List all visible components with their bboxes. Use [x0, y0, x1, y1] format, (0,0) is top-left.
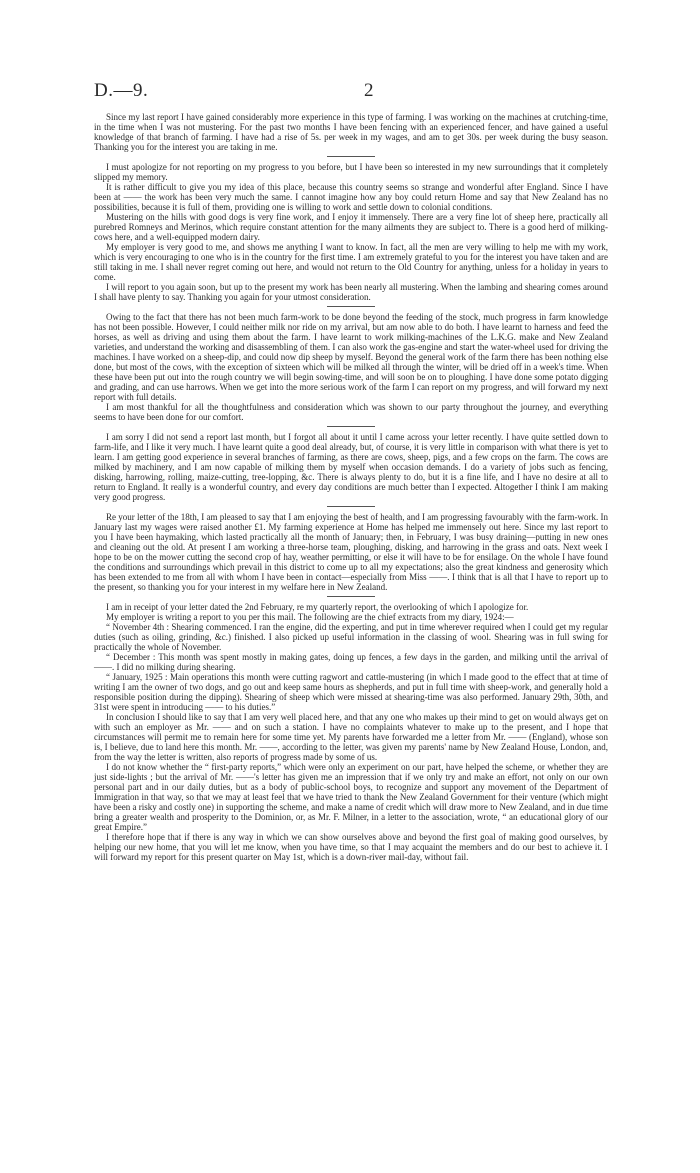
section-divider	[327, 426, 375, 427]
section-divider	[327, 306, 375, 307]
paragraph: Owing to the fact that there has not been much farm-work to be done beyond the feeding of the stock, much progress in farm knowledge has not been possible. However, I could neither milk nor ride on my arrival, but am now able to do both. I have learnt to harness and feed the horses, as well as driving and using them about the farm. I have learnt to work milking-machines of the L.K.G. make and New Zealand varieties, and understand the working and disassembling of them. I can also work the gas-engine and start the water-wheel used for driving the machines. I have worked on a sheep-dip, and could now dip sheep by myself. Beyond the general work of the farm there has been nothing else done, but most of the cows, with the exception of sixteen which will be milked all through the winter, will be dried off in a week's time. When these have been put out into the rough country we will begin sowing-time, and will soon be on to ploughing. I have done some potato digging and grading, and can use harrows. When we get into the more serious work of the farm I can report on my progress, and will forward my next report with full details.	[94, 312, 608, 402]
paragraph: I am in receipt of your letter dated the 2nd February, re my quarterly report, the overlooking of which I apologize for.	[106, 602, 529, 612]
report-body	[94, 112, 608, 862]
report-section	[94, 602, 608, 862]
paragraph: My employer is writing a report to you per this mail. The following are the chief extracts from my diary, 1924:—	[106, 612, 514, 622]
section-divider	[327, 596, 375, 597]
page-id: D.—9.	[94, 80, 149, 101]
paragraph: It is rather difficult to give you my idea of this place, because this country seems so strange and wonderful after England. Since I have been at —— the work has been very much the same. I cannot imagine how any boy could return Home and say that New Zealand has no possibilities, because it is full of them, providing one is willing to work and settle down to colonial conditions.	[94, 182, 608, 212]
paragraph: I will report to you again soon, but up to the present my work has been nearly all mustering. When the lambing and shearing comes around I shall have plenty to say. Thanking you again for your utmost consideration.	[94, 282, 608, 302]
paragraph: My employer is very good to me, and shows me anything I want to know. In fact, all the men are very willing to help me with my work, which is very encouraging to one who is in the country for the first time. I am extremely grateful to you for the interest you have taken and are still taking in me. I shall never regret coming out here, and would not return to the Old Country for anything, unless for a holiday in years to come.	[94, 242, 608, 282]
paragraph: Since my last report I have gained considerably more experience in this type of farming. I was working on the machines at crutching-time, in the time when I was not mustering. For the past two months I have been fencing with an experienced fencer, and have gained a useful knowledge of that branch of farming. I have had a rise of 5s. per week in my wages, and am to get 30s. per week during the busy season. Thanking you for the interest you are taking in me.	[94, 112, 608, 152]
paragraph: I must apologize for not reporting on my progress to you before, but I have been so interested in my new surroundings that it completely slipped my memory.	[94, 162, 608, 182]
paragraph: I am sorry I did not send a report last month, but I forgot all about it until I came across your letter recently. I have quite settled down to farm-life, and I like it very much. I have learnt quite a good deal already, but, of course, it is very little in comparison with what there is yet to learn. I am getting good experience in several branches of farming, as there are cows, sheep, pigs, and a few crops on the farm. The cows are milked by machinery, and I am now capable of milking them by myself when occasion demands. I do a variety of jobs such as fencing, disking, harrowing, rolling, maize-cutting, tree-lopping, &c. There is always plenty to do, but it is a fine life, and I have no desire at all to return to England. It really is a wonderful country, and every day conditions are much better than I expected. Altogether I think I am making very good progress.	[94, 432, 608, 502]
report-section	[94, 162, 608, 302]
report-section	[94, 312, 608, 422]
page-number: 2	[364, 80, 374, 101]
report-section	[94, 432, 608, 502]
paragraph: I therefore hope that if there is any way in which we can show ourselves above and beyond the first goal of making good ourselves, by helping our new home, that you will let me know, when you have time, so that I may acquaint the members and do our best to achieve it. I will forward my report for this present quarter on May 1st, which is a down-river mail-day, without fail.	[94, 832, 608, 862]
paragraph: I do not know whether the “ first-party reports,” which were only an experiment on our part, have helped the scheme, or whether they are just side-lights ; but the arrival of Mr. ——'s letter has given me an impression that if we only try and make an effort, not only on our own personal part and in our daily duties, but as a body of public-school boys, to recognize and support any movement of the Department of Immigration in that way, so that we may at least feel that we have tried to thank the New Zealand Government for their venture (which might have been a risky and costly one) in supporting the scheme, and make a name of credit which will draw more to New Zealand, and in due time bring a greater wealth and prosperity to the Dominion, or, as Mr. F. Milner, in a letter to the association, wrote, “ an educational glory of our great Empire.”	[94, 762, 608, 832]
paragraph: Re your letter of the 18th, I am pleased to say that I am enjoying the best of health, and I am progressing favourably with the farm-work. In January last my wages were raised another £1. My farming experience at Home has helped me immensely out here. Since my last report to you I have been haymaking, which lasted practically all the month of January; then, in February, I was busy draining—putting in new ones and cleaning out the old. At present I am working a three-horse team, ploughing, disking, and harrowing in the grass and oats. Next week I hope to be on the mower cutting the second crop of hay, weather permitting, or else it will have to be for ensilage. On the whole I have found the conditions and surroundings which prevail in this district to come up to all my expectations; also the great kindness and generosity which has been extended to me from all with whom I have been in contact—especially from Miss ——. I think that is all that I have to report up to the present, so thanking you for your interest in my welfare here in New Zealand.	[94, 512, 608, 592]
paragraph: I am most thankful for all the thoughtfulness and consideration which was shown to our party throughout the journey, and everything seems to have been done for our comfort.	[94, 402, 608, 422]
section-divider	[327, 506, 375, 507]
page-header	[94, 80, 608, 104]
paragraph: “ December : This month was spent mostly in making gates, doing up fences, a few days in the garden, and milking until the arrival of ——. I did no milking during shearing.	[94, 652, 608, 672]
paragraph: Mustering on the hills with good dogs is very fine work, and I enjoy it immensely. There are a very fine lot of sheep here, practically all purebred Romneys and Merinos, which require constant attention for the many ailments they are subject to. There is a good herd of milking-cows here, and a well-equipped modern dairy.	[94, 212, 608, 242]
paragraph: “ January, 1925 : Main operations this month were cutting ragwort and cattle-mustering (in which I made good to the effect that at time of writing I am the owner of two dogs, and go out and keep same hours as shepherds, and put in full time with sheep-work, and generally hold a responsible position during the dipping). Shearing of sheep which were missed at shearing-time was also performed. January 29th, 30th, and 31st were spent in introducing —— to his duties.”	[94, 672, 608, 712]
paragraph: “ November 4th : Shearing commenced. I ran the engine, did the experting, and put in time wherever required when I could get my regular duties (such as oiling, grinding, &c.) finished. I also picked up useful information in the classing of wool. Shearing was in full swing for practically the whole of November.	[94, 622, 608, 652]
paragraph: In conclusion I should like to say that I am very well placed here, and that any one who makes up their mind to get on would always get on with such an employer as Mr. —— and on such a station. I have no complaints whatever to make up to the present, and I hope that circumstances will permit me to remain here for some time yet. My parents have forwarded me a letter from Mr. —— (England), whose son is, I believe, due to land here this month. Mr. ——, according to the letter, was given my parents' name by New Zealand House, London, and, from the way the letter is written, also reports of progress made by some of us.	[94, 712, 608, 762]
report-section	[94, 112, 608, 152]
report-section	[94, 512, 608, 592]
section-divider	[327, 156, 375, 157]
